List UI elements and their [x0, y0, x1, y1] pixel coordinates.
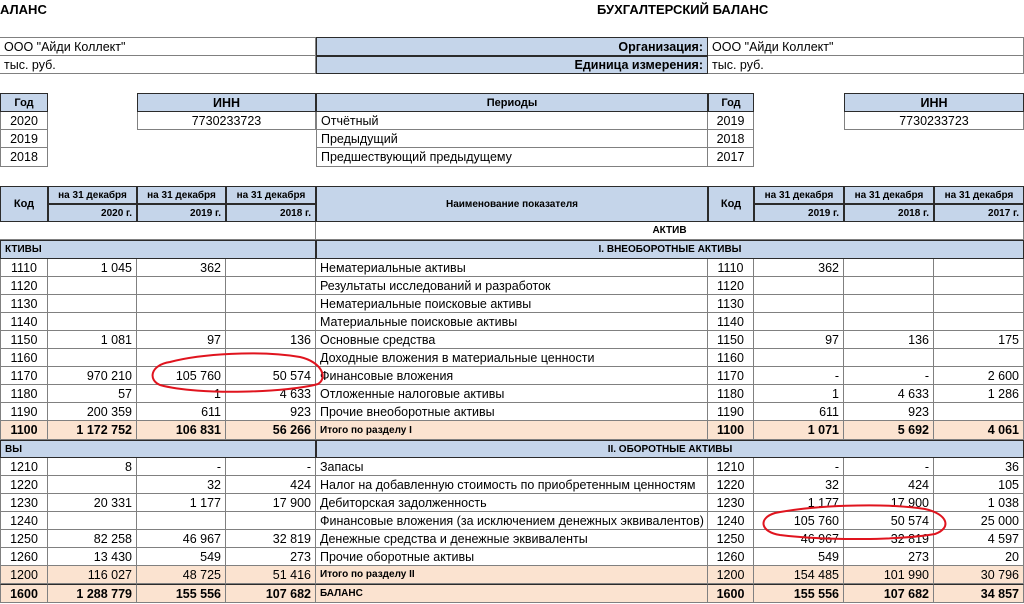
table-row-value[interactable]: 1 045: [48, 259, 137, 277]
aktiv-label: АКТИВ: [316, 222, 1024, 240]
table-row-value[interactable]: 1: [754, 385, 844, 403]
name-header: Наименование показателя: [316, 186, 708, 222]
table-row-name[interactable]: Нематериальные поисковые активы: [316, 295, 708, 313]
table-row-value[interactable]: [137, 277, 226, 295]
table-row-value[interactable]: [226, 512, 316, 530]
table-row-value[interactable]: 32 819: [844, 530, 934, 548]
table-row-code[interactable]: 1230: [708, 494, 754, 512]
table-row-value[interactable]: 20 331: [48, 494, 137, 512]
total-row-value[interactable]: 51 416: [226, 566, 316, 584]
table-row-value[interactable]: [137, 512, 226, 530]
table-row-value[interactable]: [754, 277, 844, 295]
year-cell[interactable]: 2017: [708, 148, 754, 167]
org-label: Организация:: [316, 37, 708, 56]
table-row-value[interactable]: [754, 349, 844, 367]
period-name[interactable]: Предшествующий предыдущему: [316, 148, 708, 167]
table-row-value[interactable]: 50 574: [844, 512, 934, 530]
table-row-code[interactable]: 1190: [0, 403, 48, 421]
year-header-left: Год: [0, 93, 48, 112]
table-row-value[interactable]: 32: [137, 476, 226, 494]
table-row-value[interactable]: [48, 295, 137, 313]
unit-value-right[interactable]: тыс. руб.: [708, 56, 1024, 74]
table-row-value[interactable]: 136: [226, 331, 316, 349]
total-row-code[interactable]: 1100: [0, 421, 48, 440]
table-row-code[interactable]: 1120: [708, 277, 754, 295]
right-sheet-title: БУХГАЛТЕРСКИЙ БАЛАНС: [597, 2, 769, 17]
table-row-value[interactable]: [844, 259, 934, 277]
table-row-code[interactable]: 1130: [0, 295, 48, 313]
section-1-header: I. ВНЕОБОРОТНЫЕ АКТИВЫ: [316, 240, 1024, 259]
table-row-code[interactable]: 1250: [708, 530, 754, 548]
unit-label: Единица измерения:: [316, 56, 708, 74]
table-row-name[interactable]: Денежные средства и денежные эквиваленты: [316, 530, 708, 548]
table-row-code[interactable]: 1140: [708, 313, 754, 331]
table-row-value[interactable]: [934, 403, 1024, 421]
table-row-value[interactable]: 57: [48, 385, 137, 403]
table-row-value[interactable]: 923: [226, 403, 316, 421]
table-row-value[interactable]: [48, 512, 137, 530]
table-row-name[interactable]: Результаты исследований и разработок: [316, 277, 708, 295]
total-row-name[interactable]: Итого по разделу II: [316, 566, 708, 584]
table-row-value[interactable]: 46 967: [137, 530, 226, 548]
table-row-value[interactable]: 2 600: [934, 367, 1024, 385]
aktiv-left-blank: [0, 222, 316, 240]
table-row-code[interactable]: 1140: [0, 313, 48, 331]
total-row-value[interactable]: 106 831: [137, 421, 226, 440]
year-subheader: 2018 г.: [226, 204, 316, 222]
table-row-value[interactable]: 424: [844, 476, 934, 494]
table-row-value[interactable]: [934, 349, 1024, 367]
table-row-value[interactable]: 4 597: [934, 530, 1024, 548]
balance-row-value[interactable]: 155 556: [754, 584, 844, 603]
total-row-code[interactable]: 1100: [708, 421, 754, 440]
balance-row-value[interactable]: 34 857: [934, 584, 1024, 603]
section-2-header: II. ОБОРОТНЫЕ АКТИВЫ: [316, 440, 1024, 458]
table-row-value[interactable]: 17 900: [226, 494, 316, 512]
inn-header-right: ИНН: [844, 93, 1024, 112]
table-row-value[interactable]: 46 967: [754, 530, 844, 548]
table-row-value[interactable]: 8: [48, 458, 137, 476]
date-header: на 31 декабря: [226, 186, 316, 204]
table-row-value[interactable]: 1 177: [137, 494, 226, 512]
table-row-value[interactable]: -: [226, 458, 316, 476]
unit-value-left[interactable]: тыс. руб.: [0, 56, 316, 74]
year-subheader: 2020 г.: [48, 204, 137, 222]
table-row-code[interactable]: 1230: [0, 494, 48, 512]
table-row-value[interactable]: 97: [754, 331, 844, 349]
total-row-value[interactable]: 101 990: [844, 566, 934, 584]
table-row-code[interactable]: 1120: [0, 277, 48, 295]
table-row-code[interactable]: 1240: [0, 512, 48, 530]
org-value-right[interactable]: ООО "Айди Коллект": [708, 37, 1024, 56]
table-row-name[interactable]: Доходные вложения в материальные ценности: [316, 349, 708, 367]
table-row-value[interactable]: [226, 259, 316, 277]
date-header: на 31 декабря: [934, 186, 1024, 204]
table-row-value[interactable]: [48, 277, 137, 295]
table-row-code[interactable]: 1170: [708, 367, 754, 385]
table-row-code[interactable]: 1170: [0, 367, 48, 385]
table-row-code[interactable]: 1130: [708, 295, 754, 313]
table-row-value[interactable]: [48, 313, 137, 331]
table-row-value[interactable]: 1 081: [48, 331, 137, 349]
inn-header-left: ИНН: [137, 93, 316, 112]
table-row-code[interactable]: 1150: [708, 331, 754, 349]
table-row-value[interactable]: [226, 313, 316, 331]
year-cell[interactable]: 2018: [708, 130, 754, 148]
table-row-value[interactable]: [934, 277, 1024, 295]
table-row-value[interactable]: 273: [844, 548, 934, 566]
total-row-value[interactable]: 116 027: [48, 566, 137, 584]
table-row-value[interactable]: [844, 349, 934, 367]
inn-value-left[interactable]: 7730233723: [137, 112, 316, 130]
inn-value-right[interactable]: 7730233723: [844, 112, 1024, 130]
table-row-value[interactable]: [934, 259, 1024, 277]
table-row-value[interactable]: [48, 349, 137, 367]
table-row-value[interactable]: 549: [754, 548, 844, 566]
table-row-value[interactable]: 17 900: [844, 494, 934, 512]
period-name[interactable]: Предыдущий: [316, 130, 708, 148]
code-header-left: Код: [0, 186, 48, 222]
table-row-name[interactable]: Запасы: [316, 458, 708, 476]
table-row-value[interactable]: 611: [754, 403, 844, 421]
table-row-value[interactable]: 82 258: [48, 530, 137, 548]
table-row-code[interactable]: 1250: [0, 530, 48, 548]
table-row-value[interactable]: 970 210: [48, 367, 137, 385]
left-sheet-title: АЛАНС: [0, 2, 47, 17]
table-row-value[interactable]: [137, 295, 226, 313]
date-header: на 31 декабря: [48, 186, 137, 204]
table-row-code[interactable]: 1180: [708, 385, 754, 403]
table-row-value[interactable]: -: [754, 458, 844, 476]
year-subheader: 2017 г.: [934, 204, 1024, 222]
total-row-value[interactable]: 1 172 752: [48, 421, 137, 440]
table-row-name[interactable]: Основные средства: [316, 331, 708, 349]
periods-header: Периоды: [316, 93, 708, 112]
year-cell[interactable]: 2018: [0, 148, 48, 167]
table-row-value[interactable]: -: [754, 367, 844, 385]
table-row-value[interactable]: [754, 313, 844, 331]
table-row-value[interactable]: [844, 277, 934, 295]
total-row-value[interactable]: 56 266: [226, 421, 316, 440]
table-row-code[interactable]: 1240: [708, 512, 754, 530]
table-row-value[interactable]: [137, 313, 226, 331]
date-header: на 31 декабря: [754, 186, 844, 204]
table-row-value[interactable]: 32: [754, 476, 844, 494]
table-row-code[interactable]: 1110: [0, 259, 48, 277]
year-cell[interactable]: 2019: [0, 130, 48, 148]
table-row-value[interactable]: -: [844, 367, 934, 385]
balance-row-name[interactable]: БАЛАНС: [316, 584, 708, 603]
date-header: на 31 декабря: [844, 186, 934, 204]
table-row-value[interactable]: [754, 295, 844, 313]
table-row-value[interactable]: 424: [226, 476, 316, 494]
table-row-value[interactable]: [934, 313, 1024, 331]
table-row-code[interactable]: 1180: [0, 385, 48, 403]
table-row-value[interactable]: 923: [844, 403, 934, 421]
balance-row-code[interactable]: 1600: [0, 584, 48, 603]
balance-row-code[interactable]: 1600: [708, 584, 754, 603]
table-row-value[interactable]: -: [844, 458, 934, 476]
total-row-name[interactable]: Итого по разделу I: [316, 421, 708, 440]
table-row-code[interactable]: 1190: [708, 403, 754, 421]
balance-row-value[interactable]: 107 682: [844, 584, 934, 603]
table-row-value[interactable]: 105: [934, 476, 1024, 494]
table-row-code[interactable]: 1260: [0, 548, 48, 566]
table-row-name[interactable]: Финансовые вложения: [316, 367, 708, 385]
total-row-value[interactable]: 48 725: [137, 566, 226, 584]
table-row-value[interactable]: -: [137, 458, 226, 476]
table-row-value[interactable]: 136: [844, 331, 934, 349]
table-row-value[interactable]: 1 177: [754, 494, 844, 512]
table-row-name[interactable]: Финансовые вложения (за исключением денежных эквивалентов): [316, 512, 708, 530]
table-row-value[interactable]: 362: [137, 259, 226, 277]
table-row-value[interactable]: 611: [137, 403, 226, 421]
table-row-value[interactable]: 36: [934, 458, 1024, 476]
total-row-value[interactable]: 1 071: [754, 421, 844, 440]
table-row-value[interactable]: 362: [754, 259, 844, 277]
table-row-code[interactable]: 1160: [708, 349, 754, 367]
balance-row-value[interactable]: 107 682: [226, 584, 316, 603]
table-row-value[interactable]: [844, 295, 934, 313]
table-row-value[interactable]: 1: [137, 385, 226, 403]
table-row-value[interactable]: 20: [934, 548, 1024, 566]
total-row-code[interactable]: 1200: [0, 566, 48, 584]
table-row-name[interactable]: Дебиторская задолженность: [316, 494, 708, 512]
table-row-value[interactable]: 105 760: [754, 512, 844, 530]
total-row-value[interactable]: 5 692: [844, 421, 934, 440]
table-row-code[interactable]: 1210: [708, 458, 754, 476]
total-row-value[interactable]: 4 061: [934, 421, 1024, 440]
section-2-header-left: ВЫ: [0, 440, 316, 458]
date-header: на 31 декабря: [137, 186, 226, 204]
total-row-value[interactable]: 154 485: [754, 566, 844, 584]
total-row-value[interactable]: 30 796: [934, 566, 1024, 584]
year-subheader: 2019 г.: [137, 204, 226, 222]
year-subheader: 2019 г.: [754, 204, 844, 222]
period-name[interactable]: Отчётный: [316, 112, 708, 130]
table-row-code[interactable]: 1110: [708, 259, 754, 277]
year-header-right: Год: [708, 93, 754, 112]
balance-row-value[interactable]: 155 556: [137, 584, 226, 603]
table-row-code[interactable]: 1220: [0, 476, 48, 494]
table-row-value[interactable]: 4 633: [844, 385, 934, 403]
table-row-value[interactable]: 175: [934, 331, 1024, 349]
table-row-value[interactable]: 25 000: [934, 512, 1024, 530]
section-1-header-left: КТИВЫ: [0, 240, 316, 259]
table-row-code[interactable]: 1150: [0, 331, 48, 349]
year-cell[interactable]: 2020: [0, 112, 48, 130]
table-row-value[interactable]: 273: [226, 548, 316, 566]
table-row-value[interactable]: [137, 349, 226, 367]
table-row-code[interactable]: 1220: [708, 476, 754, 494]
table-row-code[interactable]: 1210: [0, 458, 48, 476]
table-row-name[interactable]: Налог на добавленную стоимость по приобретенным ценностям: [316, 476, 708, 494]
year-subheader: 2018 г.: [844, 204, 934, 222]
table-row-code[interactable]: 1160: [0, 349, 48, 367]
table-row-name[interactable]: Материальные поисковые активы: [316, 313, 708, 331]
table-row-value[interactable]: 105 760: [137, 367, 226, 385]
table-row-value[interactable]: 97: [137, 331, 226, 349]
table-row-value[interactable]: 50 574: [226, 367, 316, 385]
table-row-value[interactable]: [48, 476, 137, 494]
table-row-name[interactable]: Прочие внеоборотные активы: [316, 403, 708, 421]
table-row-value[interactable]: [934, 295, 1024, 313]
table-row-value[interactable]: 549: [137, 548, 226, 566]
table-row-value[interactable]: 4 633: [226, 385, 316, 403]
table-row-value[interactable]: [226, 277, 316, 295]
table-row-name[interactable]: Отложенные налоговые активы: [316, 385, 708, 403]
table-row-value[interactable]: 13 430: [48, 548, 137, 566]
org-value-left[interactable]: ООО "Айди Коллект": [0, 37, 316, 56]
table-row-value[interactable]: [226, 349, 316, 367]
table-row-value[interactable]: 1 286: [934, 385, 1024, 403]
table-row-code[interactable]: 1260: [708, 548, 754, 566]
table-row-value[interactable]: 1 038: [934, 494, 1024, 512]
table-row-value[interactable]: [226, 295, 316, 313]
total-row-code[interactable]: 1200: [708, 566, 754, 584]
balance-row-value[interactable]: 1 288 779: [48, 584, 137, 603]
table-row-name[interactable]: Нематериальные активы: [316, 259, 708, 277]
year-cell[interactable]: 2019: [708, 112, 754, 130]
table-row-value[interactable]: [844, 313, 934, 331]
code-header-right: Код: [708, 186, 754, 222]
table-row-name[interactable]: Прочие оборотные активы: [316, 548, 708, 566]
table-row-value[interactable]: 200 359: [48, 403, 137, 421]
table-row-value[interactable]: 32 819: [226, 530, 316, 548]
